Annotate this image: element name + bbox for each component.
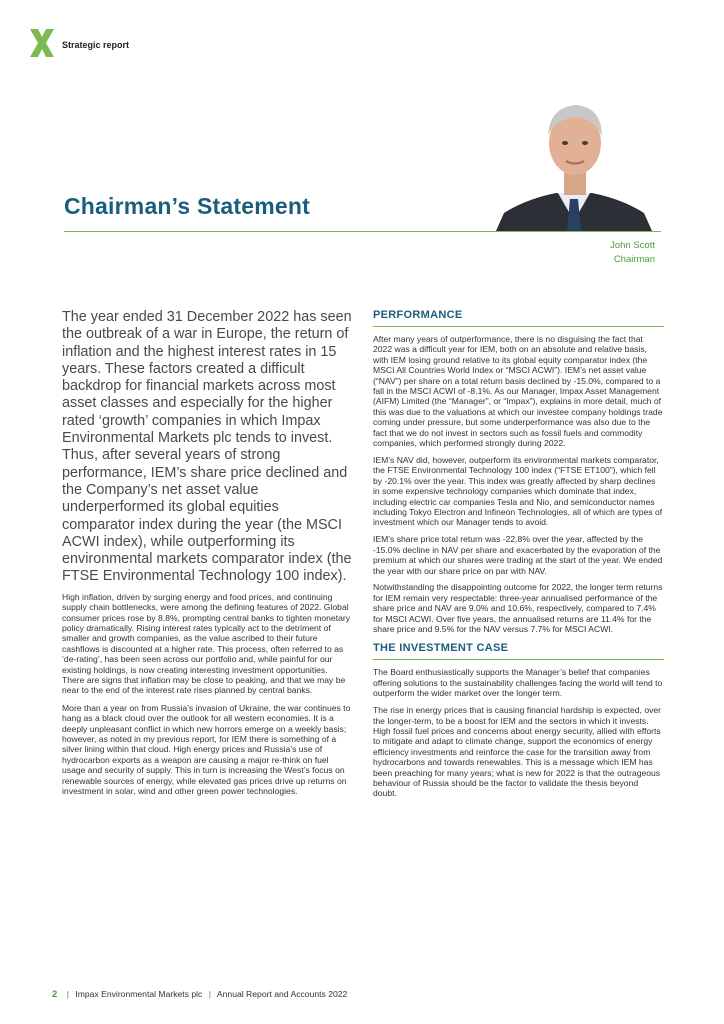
impax-x-logo-icon (30, 29, 54, 57)
body-paragraph: The rise in energy prices that is causing financial hardship is expected, over the longer-term, to be a boost for IEM and the sectors in which it invests. High fossil fuel prices and concerns about energy security, allied with efforts to mitigate and adapt to climate change, support the economics of energy efficiency investments and reinforce the case for the transition away from hydrocarbons and towards renewables. This is a message which IEM has been preaching for many years; what is new for 2022 is that the outrageous behaviour of Russia should be the factor to validate the thesis beyond doubt. (373, 705, 662, 799)
page-title: Chairman’s Statement (64, 193, 310, 219)
footer-separator: | (208, 989, 211, 999)
intro-paragraph: The year ended 31 December 2022 has seen the outbreak of a war in Europe, the return of inflation and the highest interest rates in 15 years. These factors created a difficult backdrop for financial markets across most asset classes and especially for the higher rated ‘growth’ companies in which Impax Environmental Markets plc tends to invest. Thus, after several years of strong performance, IEM’s share price declined and the Company’s net asset value underperformed its global equities comparator index during the year (the MSCI ACWI index), while outperforming its environmental markets comparator index (the FTSE Environmental Technology 100 index). (62, 309, 352, 585)
footer-company: Impax Environmental Markets plc (75, 989, 203, 999)
body-paragraph: After many years of outperformance, there is no disguising the fact that 2022 was a difficult year for IEM, both on an absolute and relative basis, with IEM losing ground relative to its global equity comparator index (the MSCI All Countries World Index or “MSCI ACWI”). IEM’s net asset value (“NAV”) per share on a total return basis declined by -15.0%, compared to a fall in the MSCI ACWI of -8.1%. As our Manager, Impax Asset Management (AIFM) Limited (the “Manager”, or “Impax”), explains in more detail, much of this was due to the valuations at which our investee company holdings trade coming under pressure, but some underperformance was also due to the fact that we do not invest in sectors such as fossil fuels and commodity companies, which performed strongly during 2022. (373, 334, 663, 449)
investment-case-heading-divider (373, 659, 664, 660)
footer-separator: | (66, 989, 69, 999)
body-paragraph: IEM’s NAV did, however, outperform its environmental markets comparator, the FTSE Environmental Technology 100 index (“FTSE ET100”), which fell by -20.1% over the year. This index was greatly affected by sharp declines in some expensive technology companies which dominate that index, including electric car companies Tesla and Nio, and semiconductor names including Tokyo Electron and Infineon Technologies, all of which are types of investment which our Manager tends to avoid. (373, 454, 663, 528)
footer-report: Annual Report and Accounts 2022 (216, 989, 348, 999)
performance-heading-divider (373, 326, 664, 327)
title-divider (64, 231, 661, 232)
page-footer (52, 989, 347, 1000)
left-column (62, 309, 352, 803)
performance-heading: PERFORMANCE (373, 309, 463, 321)
body-paragraph: The Board enthusiastically supports the Manager’s belief that companies offering solutions to the sustainability challenges facing the world will tend to outperform the wider market over the longer term. (373, 667, 663, 699)
section-label: Strategic report (62, 40, 130, 50)
portrait-caption-role: Chairman (613, 254, 655, 265)
portrait-caption-name: John Scott (610, 240, 655, 251)
page-number: 2 (52, 989, 58, 1000)
body-paragraph: Notwithstanding the disappointing outcome for 2022, the longer term returns for IEM remain very respectable: three-year annualised performance of the share price and NAV are 9.0% and 10.6%, respectively, compared to 7.4% for MSCI ACWI. Over five years, the annualised returns are 11.4% for the share price and 9.5% for the NAV versus 7.7% for MSCI ACWI. (373, 582, 663, 635)
body-paragraph: IEM’s share price total return was -22.8% over the year, affected by the -15.0% decline in NAV per share and exacerbated by the evaporation of the premium at which our shares were trading at the start of the year. We ended the year with our share price on par with NAV. (373, 534, 663, 576)
right-column (373, 309, 664, 805)
body-paragraph: More than a year on from Russia’s invasion of Ukraine, the war continues to hang as a black cloud over the outlook for all western economies. It is a deeply unpleasant conflict in which new horrors emerge on a weekly basis; however, as noted in my previous report, for IEM there is something of a silver lining within that cloud. High energy prices and Russia’s use of hydrocarbon exports as a weapon are causing a major re-think on fuel usage and security of supply. This in turn is increasing the West’s focus on renewable sources of energy, while elevated gas prices drive up returns on investment in solar, wind and other green power technologies. (62, 702, 351, 797)
body-paragraph: High inflation, driven by surging energy and food prices, and continuing supply chain bottlenecks, were among the defining features of 2022. Global consumer prices rose by 8.8%, prompting central banks to tighten monetary policy dramatically. Rising interest rates typically act to the detriment of smaller and growth companies, as the value ascribed to their future cashflows is discounted at a higher rate. This process, often referred to as ‘de-rating’, has been seen across our portfolio and, while painful for our existing holdings, is now creating interesting investment opportunities. There are signs that inflation may be close to peaking, and that we may be near to the end of the interest rate rises planned by central banks. (62, 591, 351, 696)
investment-case-heading: THE INVESTMENT CASE (373, 642, 509, 655)
chairman-portrait (486, 95, 662, 231)
